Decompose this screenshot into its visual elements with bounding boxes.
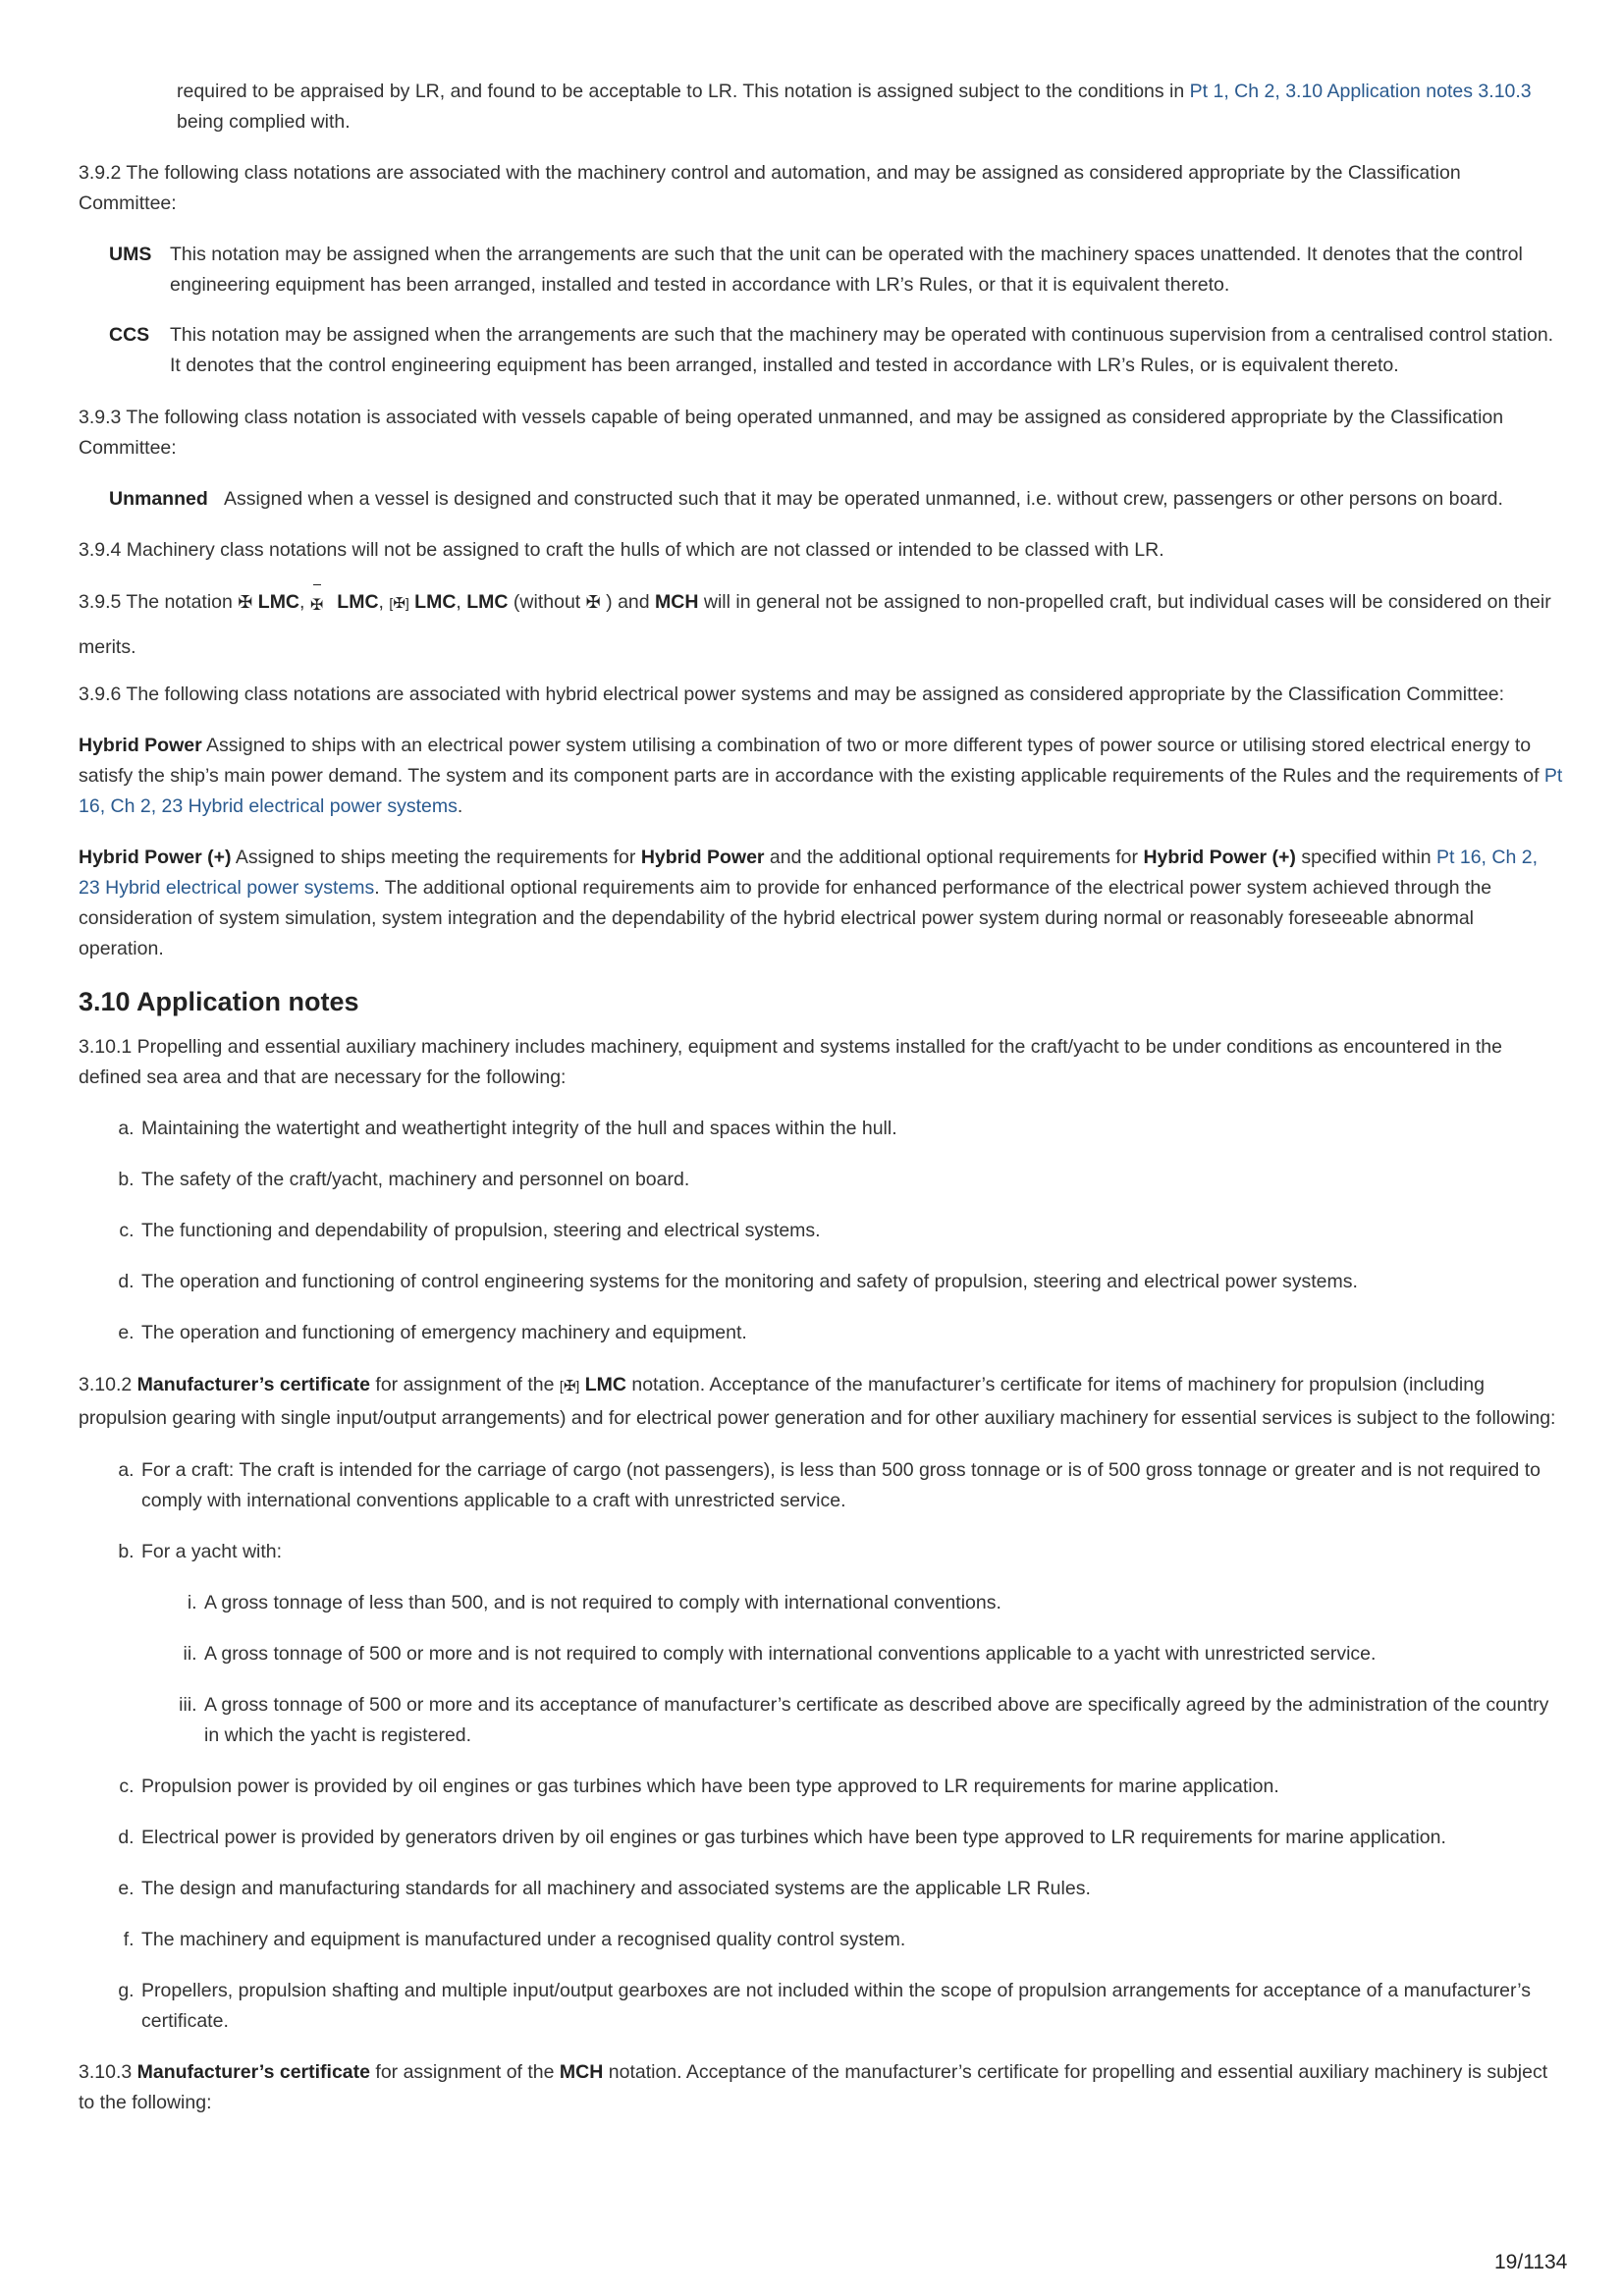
- bold-term: Hybrid Power: [640, 847, 765, 868]
- list-item: e. The operation and functioning of emergency machinery and equipment.: [139, 1318, 1563, 1348]
- bracket-left: [: [389, 595, 394, 611]
- document-page: [79, 77, 1563, 2139]
- maltese-cross-icon: ✠: [393, 595, 406, 612]
- notation-mch: MCH: [655, 591, 699, 613]
- notation-description: This notation may be assigned when the arrangements are such that the unit can be operated with the machinery spaces unattended. It denotes that the control engineering equipment has been arranged, installed and tested in accordance with LR’s Rules, or that it is equivalent thereto.: [170, 244, 1523, 296]
- paragraph-text: Assigned to ships with an electrical power system utilising a combination of two or more different types of power source or utilising stored electrical energy to satisfy the ship’s main power demand. The system and its component parts are in accordance with the existing applicable requirements of the Rules and the requirements of: [79, 735, 1544, 787]
- paragraph-text: and the additional optional requirements for: [764, 847, 1144, 868]
- notation-tag: CCS: [109, 324, 150, 346]
- bracket-right: ]: [575, 1378, 580, 1394]
- list-item: c. The functioning and dependability of propulsion, steering and electrical systems.: [139, 1216, 1563, 1246]
- list-item: a. Maintaining the watertight and weathertight integrity of the hull and spaces within the hull.: [139, 1114, 1563, 1144]
- notation-lmc: LMC: [466, 591, 509, 613]
- list-item: [139, 1537, 1563, 1751]
- sublist-item: ii. A gross tonnage of 500 or more and is not required to comply with international conventions applicable to a yacht with unrestricted service.: [202, 1639, 1563, 1669]
- notation-ums: [109, 240, 1563, 301]
- notation-ccs: [109, 320, 1563, 381]
- list-item: d. The operation and functioning of control engineering systems for the monitoring and safety of propulsion, steering and electrical power systems.: [139, 1267, 1563, 1297]
- list-item: e. The design and manufacturing standards for all machinery and associated systems are the applicable LR Rules.: [139, 1874, 1563, 1904]
- notation-lmc: LMC: [584, 1374, 626, 1395]
- list-3-10-2: [79, 1455, 1563, 2037]
- paragraph-hybrid-power-plus: [79, 843, 1563, 964]
- paragraph-text: for assignment of the: [369, 1374, 560, 1395]
- list-3-10-1: [79, 1114, 1563, 1348]
- list-item: f. The machinery and equipment is manufactured under a recognised quality control system.: [139, 1925, 1563, 1955]
- bracket-left: [: [559, 1378, 564, 1394]
- bold-term: Hybrid Power (+): [1143, 847, 1296, 868]
- app-notes-link[interactable]: Pt 1, Ch 2, 3.10 Application notes 3.10.3: [1189, 81, 1532, 102]
- notation-hybrid-power: Hybrid Power: [79, 735, 202, 756]
- bracket-right: ]: [405, 595, 409, 611]
- bold-term: Manufacturer’s certificate: [136, 1374, 370, 1395]
- notation-description: Assigned when a vessel is designed and constructed such that it may be operated unmanned, i.e. without crew, passengers or other persons on board.: [224, 488, 1503, 510]
- paragraph-text: (without: [508, 591, 586, 613]
- list-item: a. For a craft: The craft is intended for the carriage of cargo (not passengers), is less than 500 gross tonnage or is of 500 gross tonnage or greater and is not required to comply with international conventions applicable to a craft with unrestricted service.: [139, 1455, 1563, 1516]
- list-item: d. Electrical power is provided by generators driven by oil engines or gas turbines which have been type approved to LR requirements for marine application.: [139, 1823, 1563, 1853]
- paragraph-text: notation. Acceptance of the manufacturer’s certificate for items of machinery for propulsion (including propulsion gearing with single input/output arrangements) and for electrical power generation and for other auxiliary machinery for essential services is subject to the following:: [79, 1374, 1556, 1429]
- paragraph-text: .: [457, 795, 463, 817]
- list-item-text: For a yacht with:: [141, 1541, 283, 1562]
- paragraph-3-9-6: 3.9.6 The following class notations are associated with hybrid electrical power systems and may be assigned as considered appropriate by the Classification Committee:: [79, 683, 1505, 705]
- paragraph-3-10-2: [79, 1369, 1563, 1435]
- separator: ,: [456, 591, 467, 613]
- sublist-yacht: [141, 1588, 1563, 1751]
- separator: ,: [299, 591, 310, 613]
- paragraph-number: 3.10.3: [79, 2061, 137, 2083]
- paragraph-text: will in general not be assigned to non-propelled craft, but individual cases will be considered on their merits.: [79, 591, 1551, 658]
- separator: ,: [378, 591, 390, 613]
- paragraph-text: Assigned to ships meeting the requirements for: [231, 847, 641, 868]
- paragraph-text: being complied with.: [177, 111, 351, 133]
- paragraph-text: . The additional optional requirements aim to provide for enhanced performance of the electrical power system achieved through the consideration of system simulation, system integration and the dependability of the hybrid electrical power system during normal or reasonably foreseeable abnormal operation.: [79, 877, 1492, 959]
- page-number: 19/1134: [1494, 2251, 1568, 2273]
- notation-lmc: LMC: [337, 591, 379, 613]
- sublist-item: i. A gross tonnage of less than 500, and is not required to comply with international conventions.: [202, 1588, 1563, 1618]
- bold-term: Manufacturer’s certificate: [136, 2061, 370, 2083]
- maltese-cross-icon: ✠: [238, 592, 253, 612]
- underlined-cross-icon: [309, 597, 332, 614]
- notation-lmc: LMC: [257, 591, 300, 613]
- continued-paragraph: [177, 77, 1563, 137]
- paragraph-text: ) and: [600, 591, 656, 613]
- paragraph-text: 3.9.5 The notation: [79, 591, 239, 613]
- paragraph-3-9-5: [79, 580, 1563, 669]
- hybrid-systems-link[interactable]: Pt 16, Ch 2, 23 Hybrid electrical power systems: [79, 765, 1563, 817]
- notation-description: This notation may be assigned when the arrangements are such that the machinery may be operated with continuous supervision from a centralised control station. It denotes that the control engineering equipment has been arranged, installed and tested in accordance with LR’s Rules, or is equivalent thereto.: [170, 324, 1554, 376]
- paragraph-hybrid-power: [79, 731, 1563, 822]
- paragraph-number: 3.10.2: [79, 1374, 137, 1395]
- maltese-cross-icon: ✠: [585, 592, 601, 612]
- maltese-cross-icon: ✠: [563, 1378, 576, 1394]
- sublist-item: iii. A gross tonnage of 500 or more and its acceptance of manufacturer’s certificate as described above are specifically agreed by the administration of the country in which the yacht is registered.: [202, 1690, 1563, 1751]
- list-item: c. Propulsion power is provided by oil engines or gas turbines which have been type approved to LR requirements for marine application.: [139, 1772, 1563, 1802]
- hybrid-systems-link[interactable]: Pt 16, Ch 2, 23 Hybrid electrical power systems: [79, 847, 1538, 899]
- paragraph-3-9-2: 3.9.2 The following class notations are associated with the machinery control and automation, and may be assigned as considered appropriate by the Classification Committee:: [79, 162, 1461, 214]
- paragraph-3-9-3: 3.9.3 The following class notation is associated with vessels capable of being operated unmanned, and may be assigned as considered appropriate by the Classification Committee:: [79, 407, 1504, 459]
- paragraph-3-9-4: 3.9.4 Machinery class notations will not be assigned to craft the hulls of which are not classed or intended to be classed with LR.: [79, 539, 1164, 561]
- paragraph-text: notation. Acceptance of the manufacturer’s certificate for propelling and essential auxiliary machinery is subject to the following:: [79, 2061, 1548, 2113]
- notation-hybrid-power-plus: Hybrid Power (+): [79, 847, 232, 868]
- list-item: b. The safety of the craft/yacht, machinery and personnel on board.: [139, 1165, 1563, 1195]
- notation-tag: UMS: [109, 244, 152, 265]
- paragraph-text: specified within: [1295, 847, 1437, 868]
- list-item: g. Propellers, propulsion shafting and multiple input/output gearboxes are not included within the scope of propulsion arrangements for acceptance of a manufacturer’s certificate.: [139, 1976, 1563, 2037]
- section-heading: 3.10 Application notes: [79, 987, 359, 1016]
- notation-lmc: LMC: [414, 591, 457, 613]
- paragraph-text: for assignment of the: [369, 2061, 560, 2083]
- overline-mark: [313, 584, 321, 585]
- paragraph-3-10-1: 3.10.1 Propelling and essential auxiliary machinery includes machinery, equipment and systems installed for the craft/yacht to be under conditions as encountered in the defined sea area and that are necessary for the following:: [79, 1036, 1502, 1088]
- paragraph-text: required to be appraised by LR, and found to be acceptable to LR. This notation is assigned subject to the conditions in: [177, 81, 1190, 102]
- notation-tag: Unmanned: [109, 488, 208, 510]
- notation-unmanned: [109, 484, 1563, 515]
- paragraph-3-10-3: [79, 2057, 1563, 2118]
- notation-mch: MCH: [559, 2061, 604, 2083]
- maltese-cross-icon: ✠: [309, 597, 324, 614]
